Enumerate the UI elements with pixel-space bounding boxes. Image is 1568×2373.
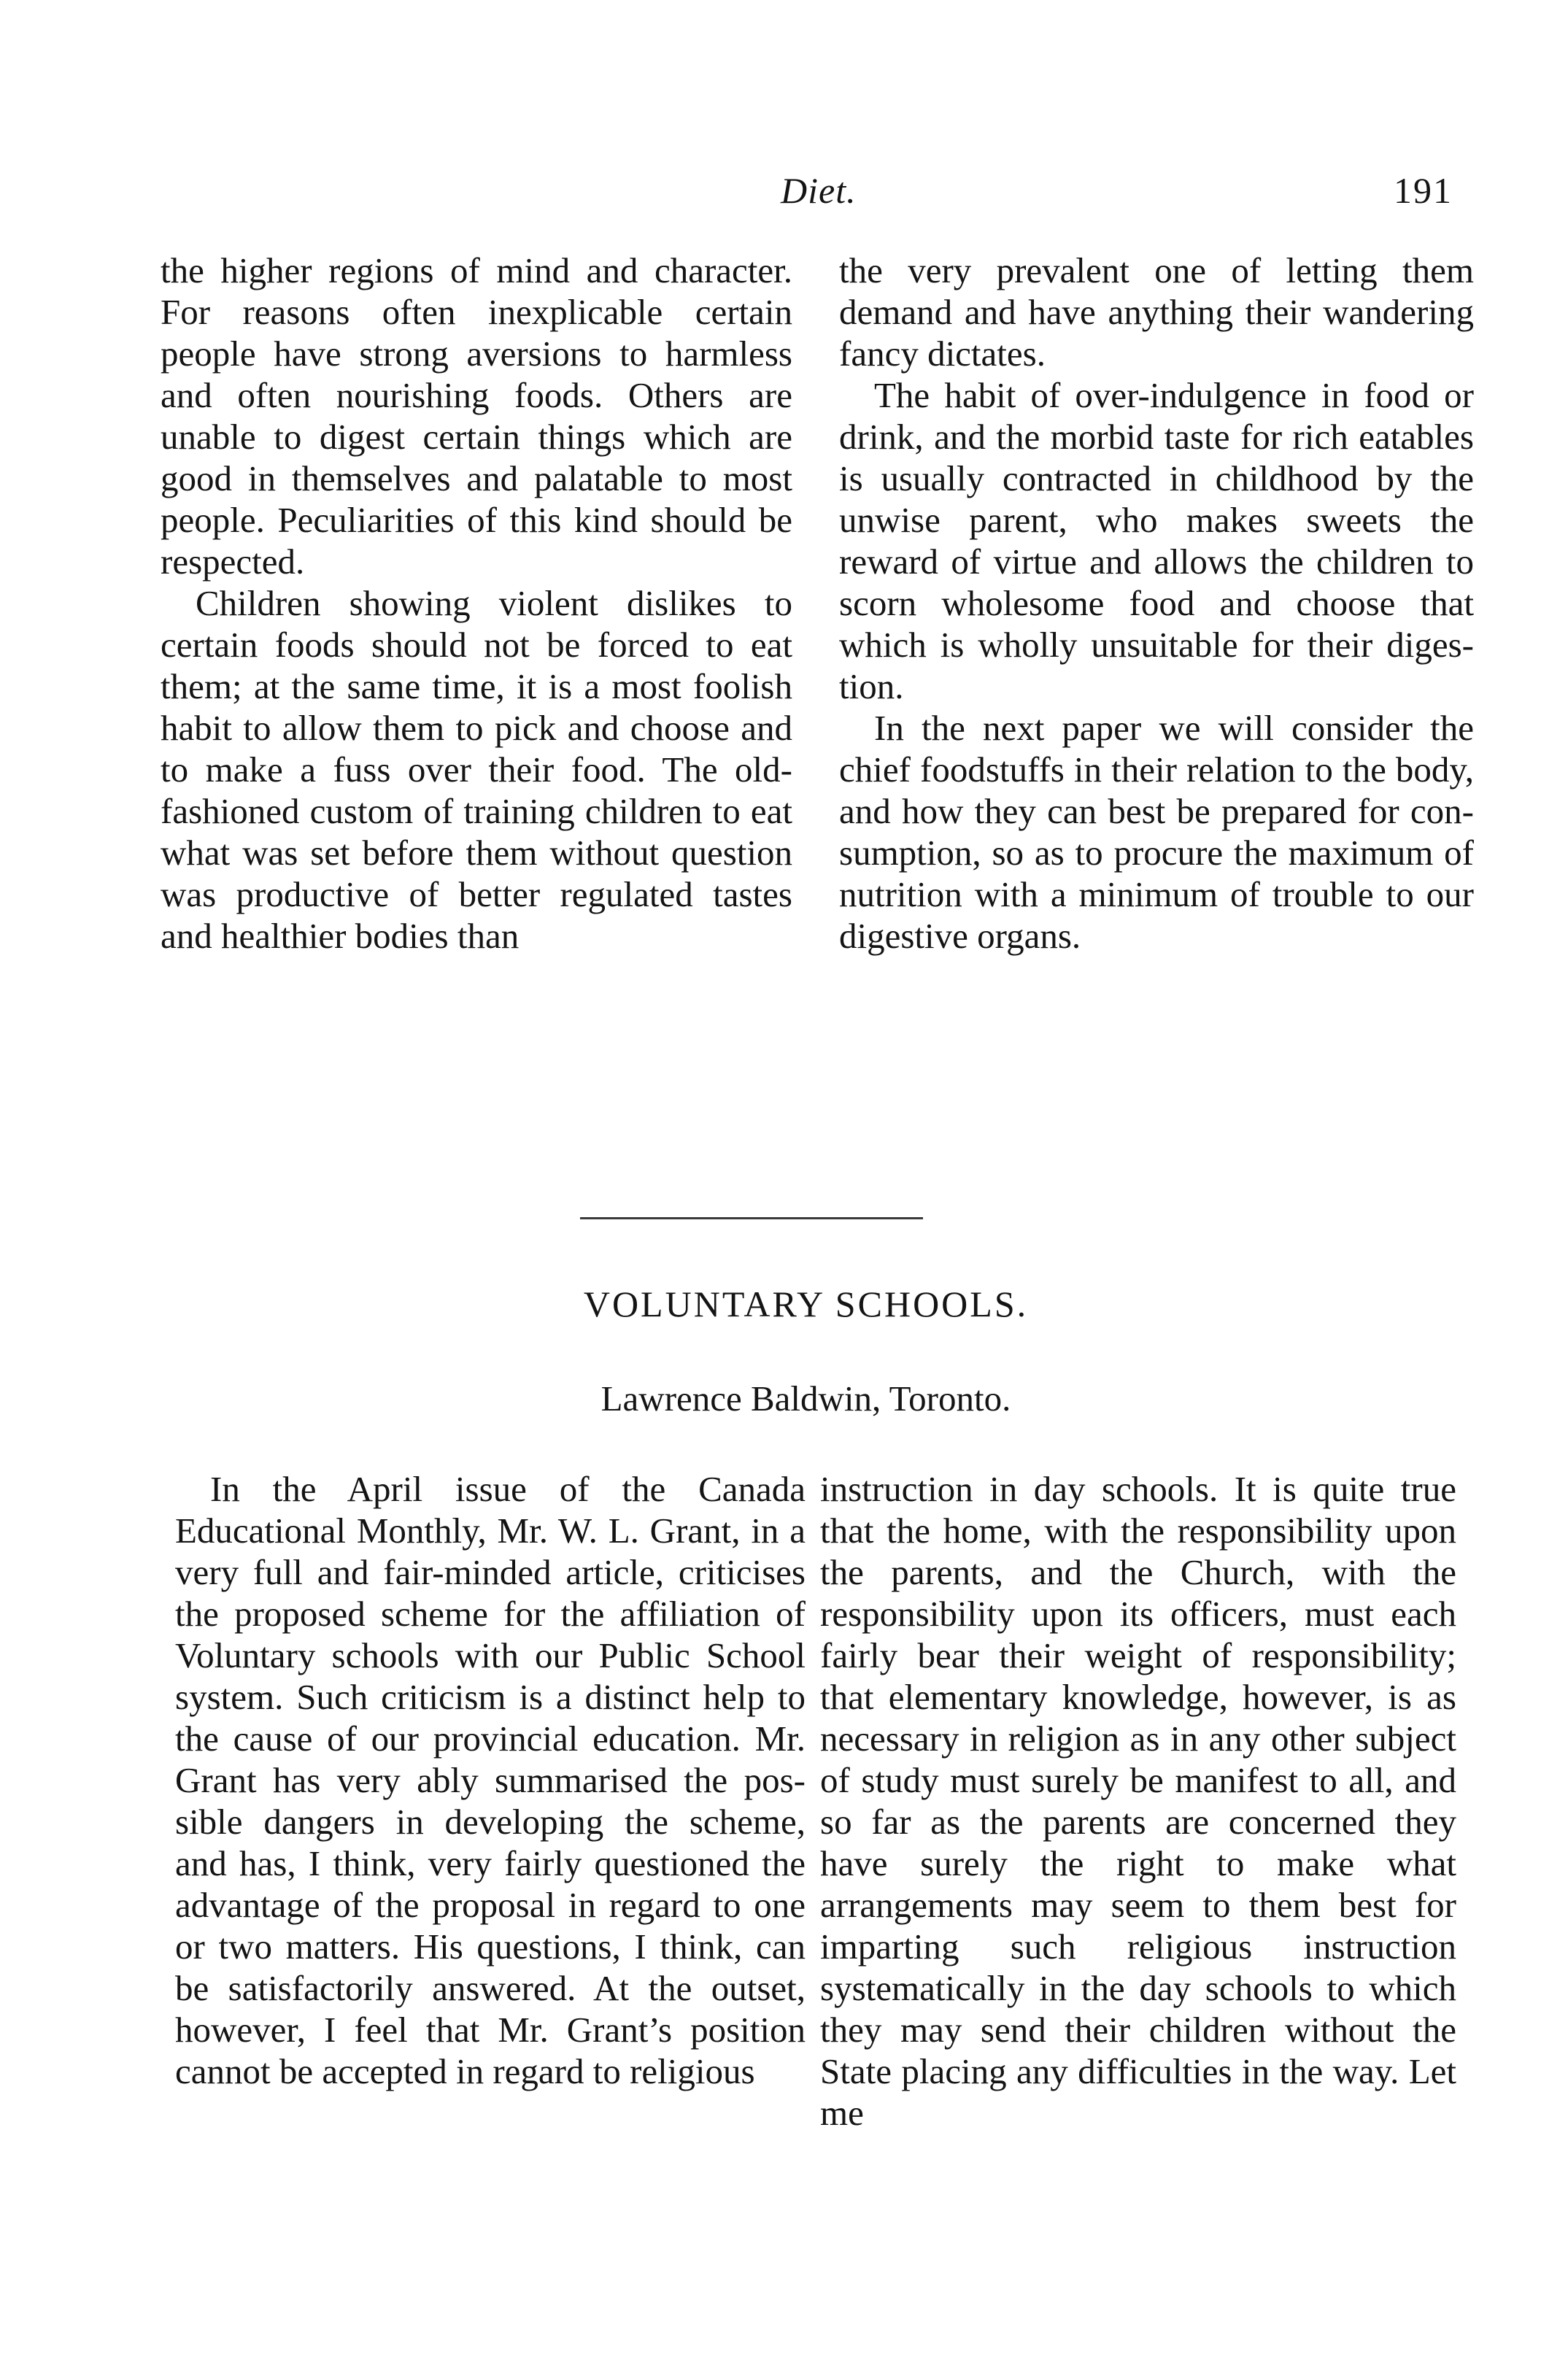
schools-article-right-column bbox=[820, 1468, 1456, 2134]
paragraph: the very prevalent one of letting them demand and have anything their wandering fancy dictates. bbox=[839, 250, 1474, 374]
article-title: VOLUNTARY SCHOOLS. bbox=[583, 1284, 1029, 1324]
paragraph: In the April issue of the Canada Educational Monthly, Mr. W. L. Grant, in a very full and fair-minded article, criticises the proposed scheme for the affiliation of Voluntary schools with our Public School system. Such criticism is a distinct help to the cause of our provincial education. Mr. Grant has very ably summarised the possible dangers in developing the scheme, and has, I think, very fairly questioned the advantage of the proposal in regard to one or two matters. His questions, I think, can be satisfactorily answered. At the outset, however, I feel that Mr. Grant’s position cannot be accepted in regard to religious bbox=[175, 1469, 806, 2091]
page-number: 191 bbox=[1394, 170, 1453, 211]
diet-article-left-column bbox=[161, 250, 792, 957]
running-head: Diet. bbox=[781, 170, 857, 211]
paragraph: instruction in day schools. It is quite true that the home, with the responsibility upon the parents, and the Church, with the responsibility upon its officers, must each fairly bear their weight of responsibility; that elementary knowledge, however, is as necessary in religion as in any other subject of study must surely be manifest to all, and so far as the parents are concerned they have surely the right to make what arrangements may seem to them best for imparting such religious instruction systematically in the day schools to which they may send their children without the State placing any difficulties in the way. Let me bbox=[820, 1469, 1456, 2133]
diet-article-right-column bbox=[839, 250, 1474, 957]
section-divider bbox=[580, 1217, 923, 1219]
article-byline: Lawrence Baldwin, Toronto. bbox=[600, 1378, 1011, 1419]
paragraph: In the next paper we will consider the chief foodstuffs in their relation to the body, and how they can best be prepared for consumption, so as to procure the maximum of nutrition with a minimum of trouble to our digestive organs. bbox=[839, 708, 1474, 956]
paragraph: the higher regions of mind and character. For reasons often inexplicable certain people have strong aversions to harmless and often nourishing foods. Others are unable to digest certain things which are good in themselves and palatable to most people. Peculiarities of this kind should be respected. bbox=[161, 250, 792, 582]
paragraph: The habit of over-indulgence in food or drink, and the morbid taste for rich eatables is usually contracted in childhood by the unwise parent, who makes sweets the reward of virtue and allows the children to scorn wholesome food and choose that which is wholly unsuitable for their digestion. bbox=[839, 375, 1474, 706]
paragraph: Children showing violent dislikes to certain foods should not be forced to eat them; at the same time, it is a most foolish habit to allow them to pick and choose and to make a fuss over their food. The old-fashioned custom of training children to eat what was set before them without question was productive of better regulated tastes and healthier bodies than bbox=[161, 583, 792, 956]
schools-article-left-column bbox=[175, 1468, 806, 2092]
